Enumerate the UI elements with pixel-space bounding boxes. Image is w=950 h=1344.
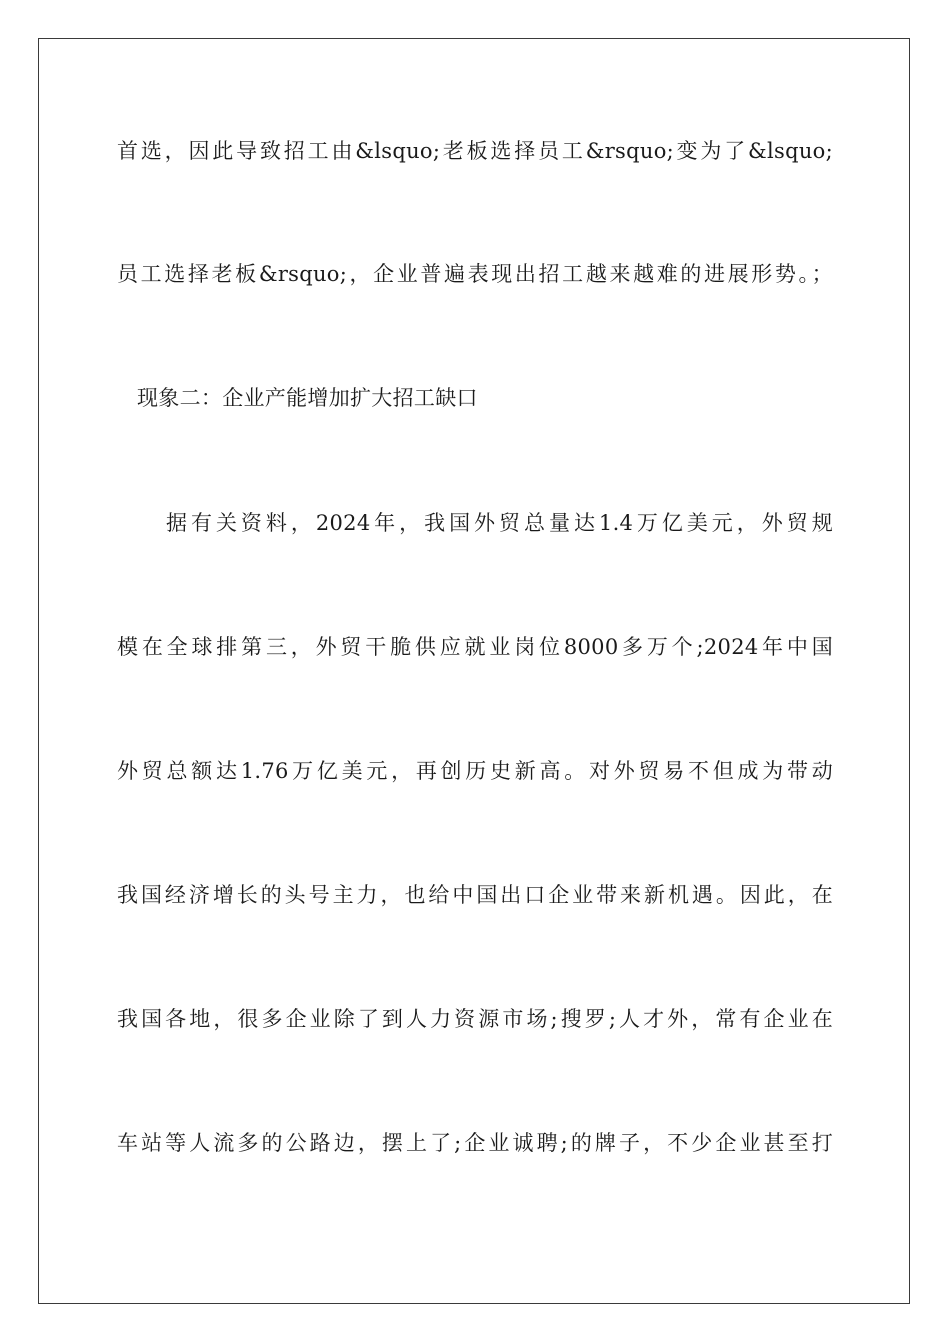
body-text-line: 车站等人流多的公路边，摆上了;企业诚聘;的牌子，不少企业甚至打: [117, 1131, 833, 1155]
page-frame: [38, 38, 910, 1304]
body-text-line: 外贸总额达1.76万亿美元，再创历史新高。对外贸易不但成为带动: [117, 759, 833, 783]
section-heading: 现象二：企业产能增加扩大招工缺口: [137, 386, 478, 410]
body-text-line: 据有关资料，2024年，我国外贸总量达1.4万亿美元，外贸规: [166, 511, 833, 535]
body-text-line: 我国经济增长的头号主力，也给中国出口企业带来新机遇。因此，在: [117, 883, 833, 907]
body-text-line: 模在全球排第三，外贸干脆供应就业岗位8000多万个;2024年中国: [117, 635, 833, 659]
body-text-line: 首选，因此导致招工由&lsquo;老板选择员工&rsquo;变为了&lsquo;: [117, 139, 833, 163]
body-text-line: 员工选择老板&rsquo;，企业普遍表现出招工越来越难的进展形势。；: [117, 262, 833, 286]
body-text-line: 我国各地，很多企业除了到人力资源市场;搜罗;人才外，常有企业在: [117, 1007, 833, 1031]
